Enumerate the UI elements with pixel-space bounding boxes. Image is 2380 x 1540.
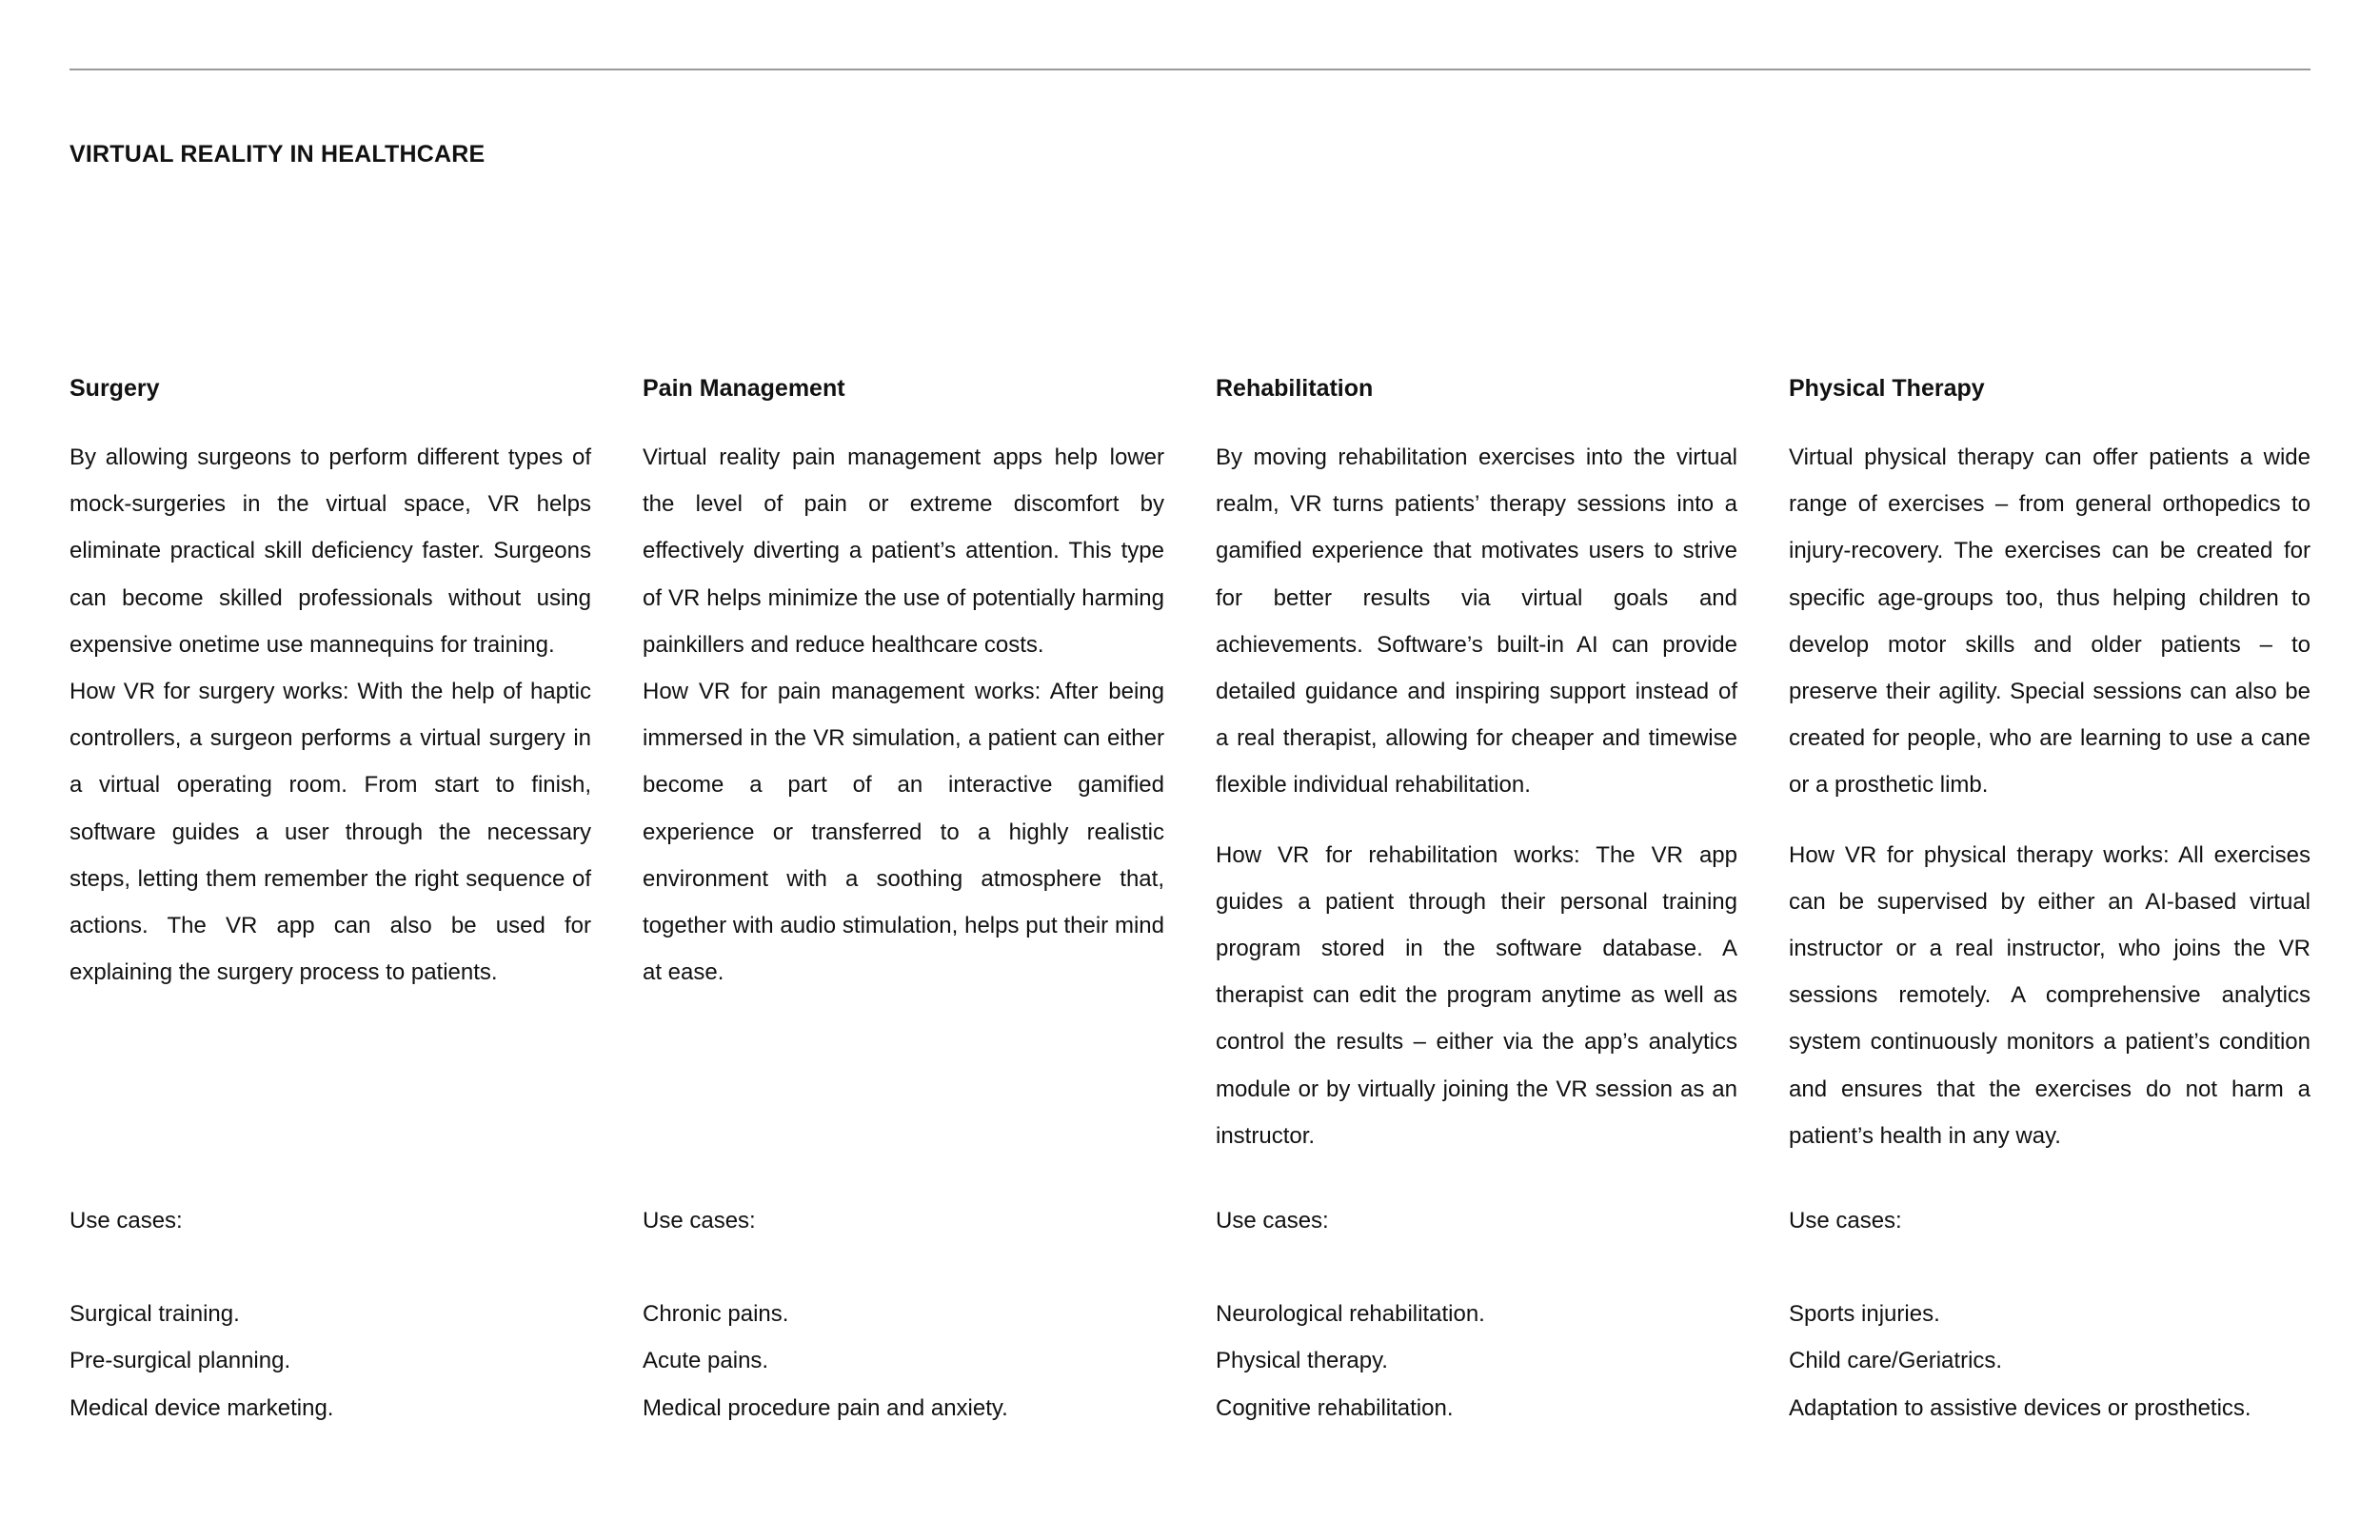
use-cases-list bbox=[1789, 1291, 2311, 1431]
how-it-works-paragraph: How VR for rehabilitation works: The VR app guides a patient through their personal training program stored in the software database. A therapist can edit the program anytime as well as control the results – either via the app’s analytics module or by virtually joining the VR session as an instructor. bbox=[1216, 841, 1737, 1149]
use-case-item: Child care/Geriatrics. bbox=[1789, 1348, 2003, 1374]
use-case-item: Medical device marketing. bbox=[69, 1394, 334, 1421]
use-cases-list bbox=[69, 1291, 591, 1431]
use-cases-list bbox=[1216, 1291, 1737, 1431]
intro-paragraph: By moving rehabilitation exercises into the virtual realm, VR turns patients’ therapy sessions into a gamified experience that motivates users to strive for better results via virtual goals and achievements. Software’s built-in AI can provide detailed guidance and inspiring support instead of a real therapist, allowing for cheaper and timewise flexible individual rehabilitation. bbox=[1216, 444, 1737, 799]
column-heading: Pain Management bbox=[643, 375, 845, 402]
use-case-item: Acute pains. bbox=[643, 1348, 769, 1374]
use-cases-label: Use cases: bbox=[643, 1208, 756, 1234]
use-cases-section bbox=[69, 1197, 591, 1431]
top-divider bbox=[69, 69, 2311, 70]
column-heading: Rehabilitation bbox=[1216, 375, 1374, 402]
use-cases-list bbox=[643, 1291, 1164, 1431]
use-case-item: Cognitive rehabilitation. bbox=[1216, 1394, 1454, 1421]
use-case-item: Physical therapy. bbox=[1216, 1348, 1388, 1374]
column-heading: Surgery bbox=[69, 375, 160, 402]
use-cases-label: Use cases: bbox=[1789, 1208, 1902, 1234]
column-pain-management bbox=[643, 373, 1164, 1421]
how-it-works-paragraph: How VR for surgery works: With the help of haptic controllers, a surgeon performs a virtual surgery in a virtual operating room. From start to finish, software guides a user through the necessary steps, letting them remember the right sequence of actions. The VR app can also be used for explaining the surgery process to patients. bbox=[69, 679, 591, 986]
column-body bbox=[69, 434, 591, 996]
column-rehabilitation bbox=[1216, 373, 1737, 1421]
use-cases-section bbox=[1216, 1197, 1737, 1431]
column-heading: Physical Therapy bbox=[1789, 375, 1985, 402]
content-columns bbox=[69, 373, 2311, 1421]
intro-paragraph: Virtual reality pain management apps help lower the level of pain or extreme discomfort by effectively diverting a patient’s attention. This type of VR helps minimize the use of potentially harming painkillers and reduce healthcare costs. bbox=[643, 444, 1164, 658]
column-surgery bbox=[69, 373, 591, 1421]
column-body bbox=[1789, 434, 2311, 1159]
use-case-item: Surgical training. bbox=[69, 1301, 240, 1328]
use-case-item: Pre-surgical planning. bbox=[69, 1348, 291, 1374]
use-case-item: Adaptation to assistive devices or prosthetics. bbox=[1789, 1394, 2251, 1421]
use-cases-section bbox=[1789, 1197, 2311, 1431]
how-it-works-paragraph: How VR for physical therapy works: All exercises can be supervised by either an AI-based virtual instructor or a real instructor, who joins the VR sessions remotely. A comprehensive analytics system continuously monitors a patient’s condition and ensures that the exercises do not harm a patient’s health in any way. bbox=[1789, 841, 2311, 1149]
use-cases-label: Use cases: bbox=[69, 1208, 183, 1234]
how-it-works-paragraph: How VR for pain management works: After being immersed in the VR simulation, a patient can either become a part of an interactive gamified experience or transferred to a highly realistic environment with a soothing atmosphere that, together with audio stimulation, helps put their mind at ease. bbox=[643, 679, 1164, 986]
use-case-item: Chronic pains. bbox=[643, 1301, 789, 1328]
use-cases-section bbox=[643, 1197, 1164, 1431]
use-case-item: Medical procedure pain and anxiety. bbox=[643, 1394, 1008, 1421]
column-physical-therapy bbox=[1789, 373, 2311, 1421]
use-cases-label: Use cases: bbox=[1216, 1208, 1329, 1234]
page-title: VIRTUAL REALITY IN HEALTHCARE bbox=[69, 141, 486, 168]
use-case-item: Neurological rehabilitation. bbox=[1216, 1301, 1485, 1328]
column-body bbox=[1216, 434, 1737, 1159]
intro-paragraph: Virtual physical therapy can offer patients a wide range of exercises – from general orthopedics to injury-recovery. The exercises can be created for specific age-groups too, thus helping children to develop motor skills and older patients – to preserve their agility. Special sessions can also be created for people, who are learning to use a cane or a prosthetic limb. bbox=[1789, 444, 2311, 799]
column-body bbox=[643, 434, 1164, 996]
use-case-item: Sports injuries. bbox=[1789, 1301, 1940, 1328]
intro-paragraph: By allowing surgeons to perform different types of mock-surgeries in the virtual space, VR helps eliminate practical skill deficiency faster. Surgeons can become skilled professionals without using expensive onetime use mannequins for training. bbox=[69, 444, 591, 658]
